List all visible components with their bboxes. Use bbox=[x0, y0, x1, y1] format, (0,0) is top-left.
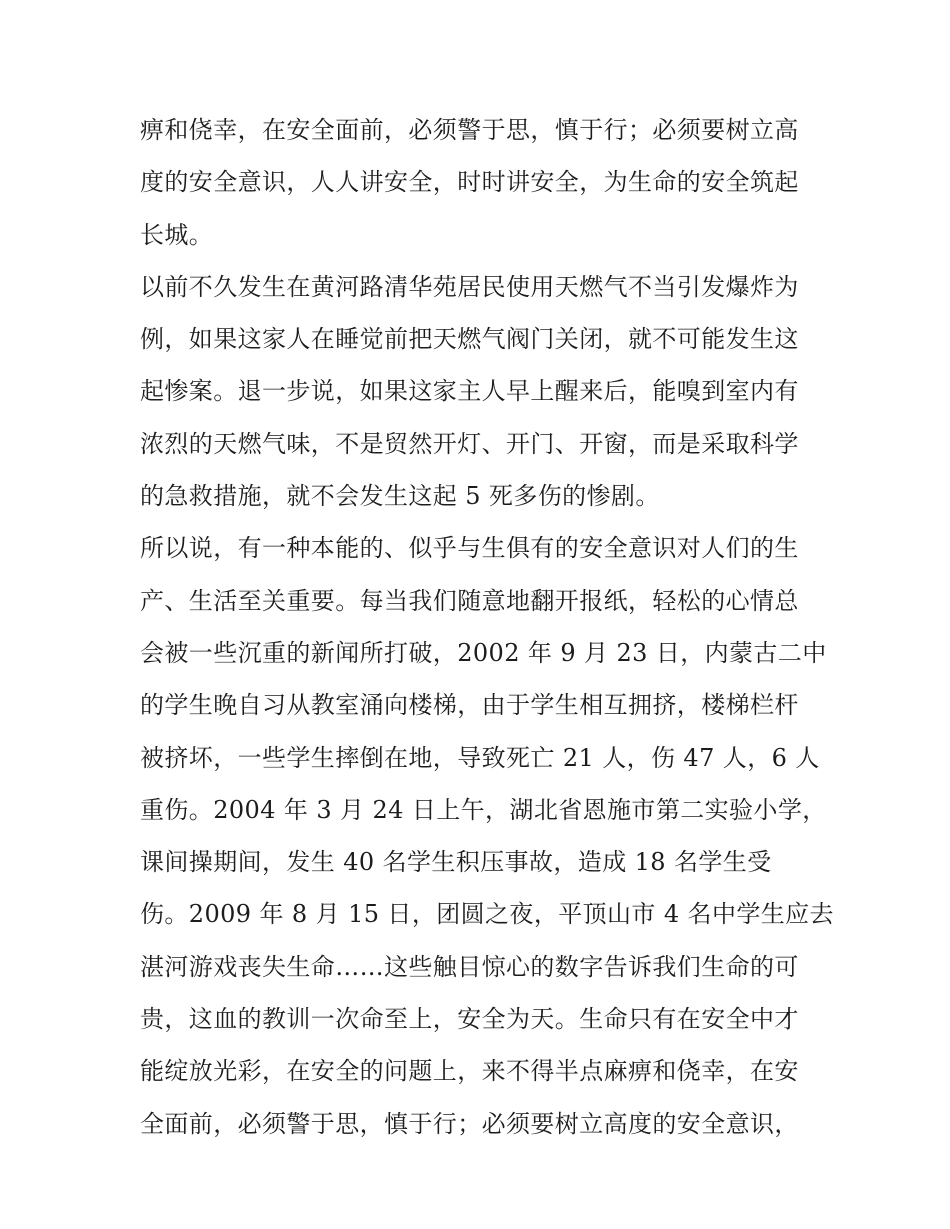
text-line: 全面前，必须警于思，慎于行；必须要树立高度的安全意识， bbox=[140, 1109, 799, 1138]
text-line: 产、生活至关重要。每当我们随意地翻开报纸，轻松的心情总 bbox=[140, 586, 799, 615]
text-line: 长城。 bbox=[140, 220, 214, 249]
body-text bbox=[140, 104, 834, 1150]
text-line: 重伤。2004 年 3 月 24 日上午，湖北省恩施市第二实验小学， bbox=[140, 795, 827, 824]
text-line: 湛河游戏丧失生命……这些触目惊心的数字告诉我们生命的可 bbox=[140, 952, 799, 981]
text-line: 被挤坏，一些学生摔倒在地，导致死亡 21 人，伤 47 人，6 人 bbox=[140, 743, 820, 772]
text-line: 伤。2009 年 8 月 15 日，团圆之夜，平顶山市 4 名中学生应去 bbox=[140, 900, 834, 929]
text-line: 的学生晚自习从教室涌向楼梯，由于学生相互拥挤，楼梯栏杆 bbox=[140, 691, 799, 720]
text-line: 会被一些沉重的新闻所打破，2002 年 9 月 23 日，内蒙古二中 bbox=[140, 638, 827, 667]
text-line: 痹和侥幸，在安全面前，必须警于思，慎于行；必须要树立高 bbox=[140, 116, 799, 144]
text-line: 课间操期间，发生 40 名学生积压事故，造成 18 名学生受 bbox=[140, 848, 772, 877]
text-line: 所以说，有一种本能的、似乎与生俱有的安全意识对人们的生 bbox=[140, 534, 799, 563]
text-line: 起惨案。退一步说，如果这家主人早上醒来后，能嗅到室内有 bbox=[140, 377, 799, 406]
text-line: 例，如果这家人在睡觉前把天燃气阀门关闭，就不可能发生这 bbox=[140, 325, 799, 354]
text-line: 以前不久发生在黄河路清华苑居民使用天燃气不当引发爆炸为 bbox=[140, 272, 799, 301]
text-line: 贵，这血的教训一次命至上，安全为天。生命只有在安全中才 bbox=[140, 1005, 799, 1034]
text-line: 度的安全意识，人人讲安全，时时讲安全，为生命的安全筑起 bbox=[140, 168, 799, 197]
text-line: 能绽放光彩，在安全的问题上，来不得半点麻痹和侥幸，在安 bbox=[140, 1057, 799, 1086]
text-line: 的急救措施，就不会发生这起 5 死多伤的惨剧。 bbox=[140, 482, 660, 511]
text-line: 浓烈的天燃气味，不是贸然开灯、开门、开窗，而是采取科学 bbox=[140, 429, 799, 458]
